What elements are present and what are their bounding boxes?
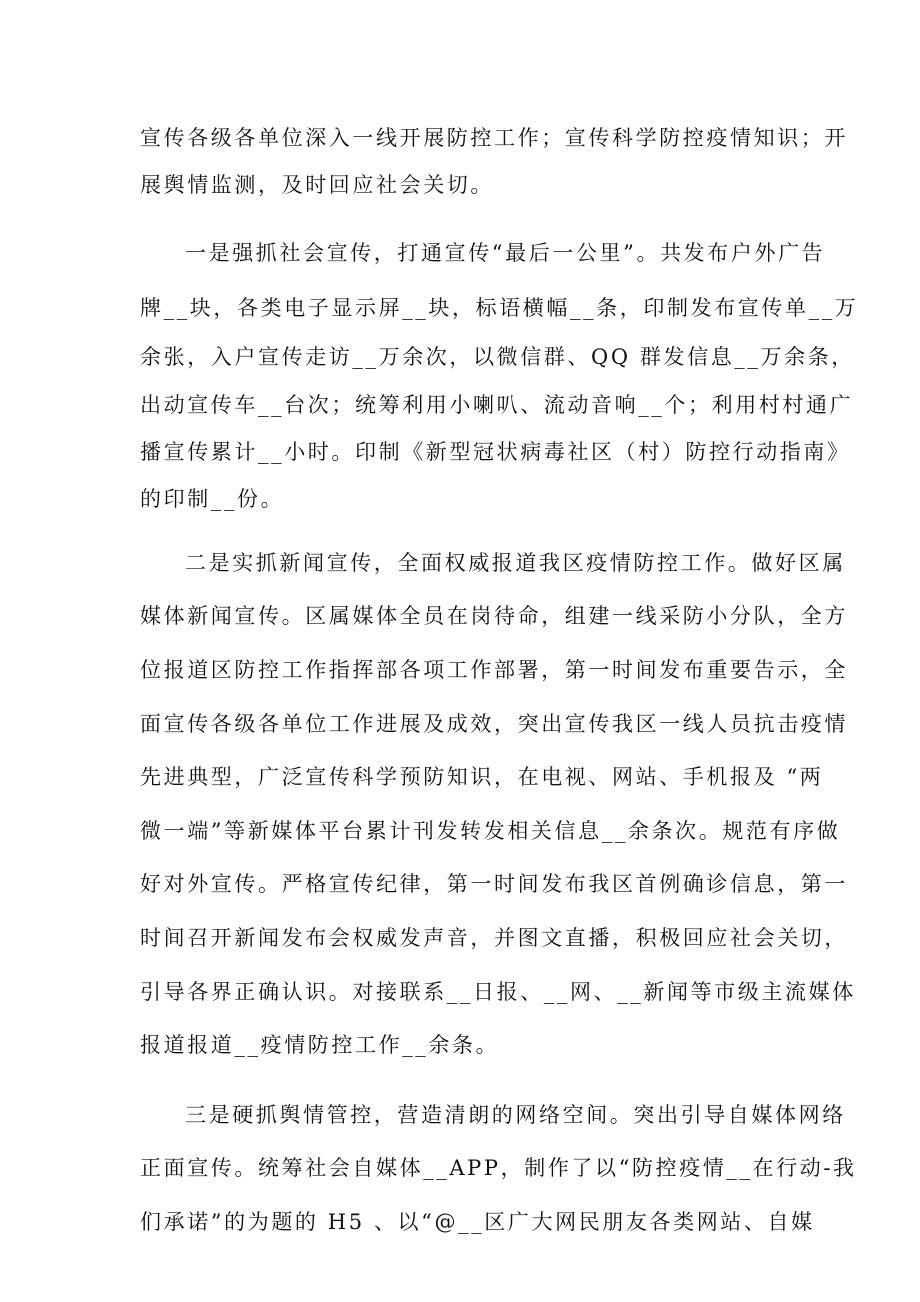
paragraph2-line-2: 媒体新闻宣传。区属媒体全员在岗待命，组建一线采防小分队，全方	[140, 604, 848, 628]
paragraph1-line-4: 出动宣传车__台次；统筹利用小喇叭、流动音响__个；利用村村通广	[140, 393, 854, 417]
paragraph3-line-2: 正面宣传。统筹社会自媒体__APP，制作了以“防控疫情__在行动-我	[140, 1156, 857, 1180]
paragraph3-line-1: 三是硬抓舆情管控，营造清朗的网络空间。突出引导自媒体网络	[185, 1103, 846, 1127]
paragraph2-line-4: 面宣传各级各单位工作进展及成效，突出宣传我区一线人员抗击疫情	[140, 712, 848, 736]
paragraph2-line-8: 时间召开新闻发布会权威发声音，并图文直播，积极回应社会关切，	[140, 926, 848, 950]
paragraph1-line-1: 一是强抓社会宣传，打通宣传“最后一公里”。共发布户外广告	[185, 241, 826, 265]
paragraph2-line-1: 二是实抓新闻宣传，全面权威报道我区疫情防控工作。做好区属	[185, 551, 846, 575]
paragraph3-line-3: 们承诺”的为题的 H5 、以“@__区广大网民朋友各类网站、自媒	[140, 1210, 815, 1234]
paragraph2-line-6: 微一端”等新媒体平台累计刊发转发相关信息__余条次。规范有序做	[140, 819, 841, 843]
paragraph1-line-6: 的印制__份。	[140, 487, 285, 511]
paragraph2-line-5: 先进典型，广泛宣传科学预防知识，在电视、网站、手机报及 “两	[140, 765, 824, 789]
paragraph1-line-3: 余张，入户宣传走访__万余次，以微信群、QQ 群发信息__万余条，	[140, 345, 855, 369]
paragraph1-line-2: 牌__块，各类电子显示屏__块，标语横幅__条，印制发布宣传单__万	[140, 296, 859, 320]
paragraph2-line-3: 位报道区防控工作指挥部各项工作部署，第一时间发布重要告示，全	[140, 658, 848, 682]
paragraph2-line-9: 引导各界正确认识。对接联系__日报、__网、__新闻等市级主流媒体	[140, 980, 856, 1004]
paragraph2-line-7: 好对外宣传。严格宣传纪律，第一时间发布我区首例确诊信息，第一	[140, 872, 848, 896]
intro-line-1: 宣传各级各单位深入一线开展防控工作；宣传科学防控疫情知识；开	[140, 126, 848, 150]
paragraph1-line-5: 播宣传累计__小时。印制《新型冠状病毒社区（村）防控行动指南》	[140, 440, 851, 464]
intro-line-2: 展舆情监测，及时回应社会关切。	[140, 173, 494, 197]
paragraph2-line-10: 报道报道__疫情防控工作__余条。	[140, 1033, 500, 1057]
